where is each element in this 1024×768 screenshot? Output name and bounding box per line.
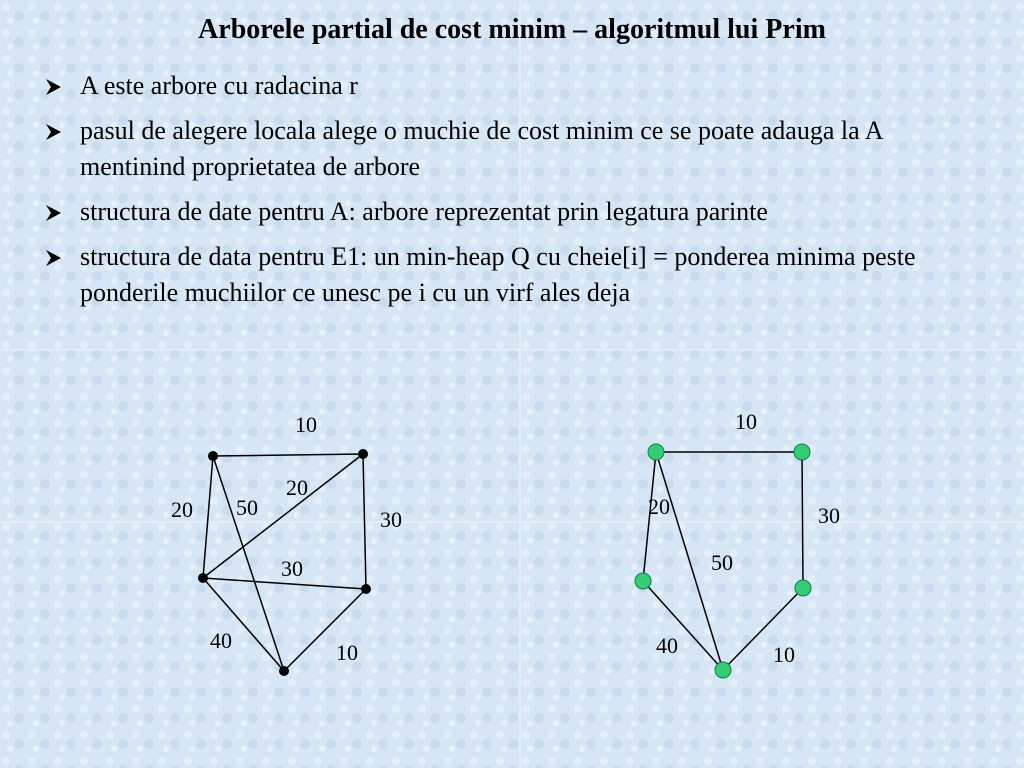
edge-weight: 10 bbox=[773, 642, 795, 667]
vertex bbox=[279, 666, 289, 676]
edge-weight: 30 bbox=[818, 503, 840, 528]
tree-edge bbox=[643, 581, 723, 670]
edge-weight: 20 bbox=[171, 497, 193, 522]
edge bbox=[203, 456, 213, 578]
slide-title: Arborele partial de cost minim – algoritmul lui Prim bbox=[198, 14, 826, 45]
tree-vertex bbox=[635, 573, 651, 589]
edge-weight: 20 bbox=[648, 494, 670, 519]
vertex bbox=[358, 449, 368, 459]
graph-right bbox=[635, 409, 840, 678]
vertex bbox=[361, 584, 371, 594]
edge-weight: 40 bbox=[656, 633, 678, 658]
vertex bbox=[198, 573, 208, 583]
tree-vertex bbox=[715, 662, 731, 678]
edge bbox=[203, 578, 284, 671]
edge-weight: 10 bbox=[295, 412, 317, 437]
vertex bbox=[208, 451, 218, 461]
edge-weight: 10 bbox=[336, 640, 358, 665]
edge-weight: 50 bbox=[711, 550, 733, 575]
edge-weight: 20 bbox=[286, 475, 308, 500]
tree-edge bbox=[802, 452, 803, 588]
edge-weight: 30 bbox=[380, 507, 402, 532]
tree-vertex bbox=[648, 444, 664, 460]
edge-weight: 30 bbox=[281, 556, 303, 581]
edge-weight: 10 bbox=[735, 409, 757, 434]
bullet-text: A este arbore cu radacina r bbox=[80, 71, 358, 100]
bullet-text: pasul de alegere locala alege o muchie de cost minim ce se poate adauga la A mentinind proprietatea de arbore bbox=[80, 116, 883, 181]
bullet-text: structura de date pentru A: arbore reprezentat prin legatura parinte bbox=[80, 197, 768, 226]
tree-vertex bbox=[795, 580, 811, 596]
bullet-text: structura de data pentru E1: un min-heap Q cu cheie[i] = ponderea minima peste ponderile muchiilor ce unesc pe i cu un virf ales deja bbox=[80, 242, 916, 307]
edge bbox=[363, 454, 366, 589]
edge bbox=[213, 454, 363, 456]
edge-weight: 50 bbox=[236, 495, 258, 520]
tree-vertex bbox=[794, 444, 810, 460]
edge-weight: 40 bbox=[210, 628, 232, 653]
graph-left bbox=[171, 412, 402, 676]
